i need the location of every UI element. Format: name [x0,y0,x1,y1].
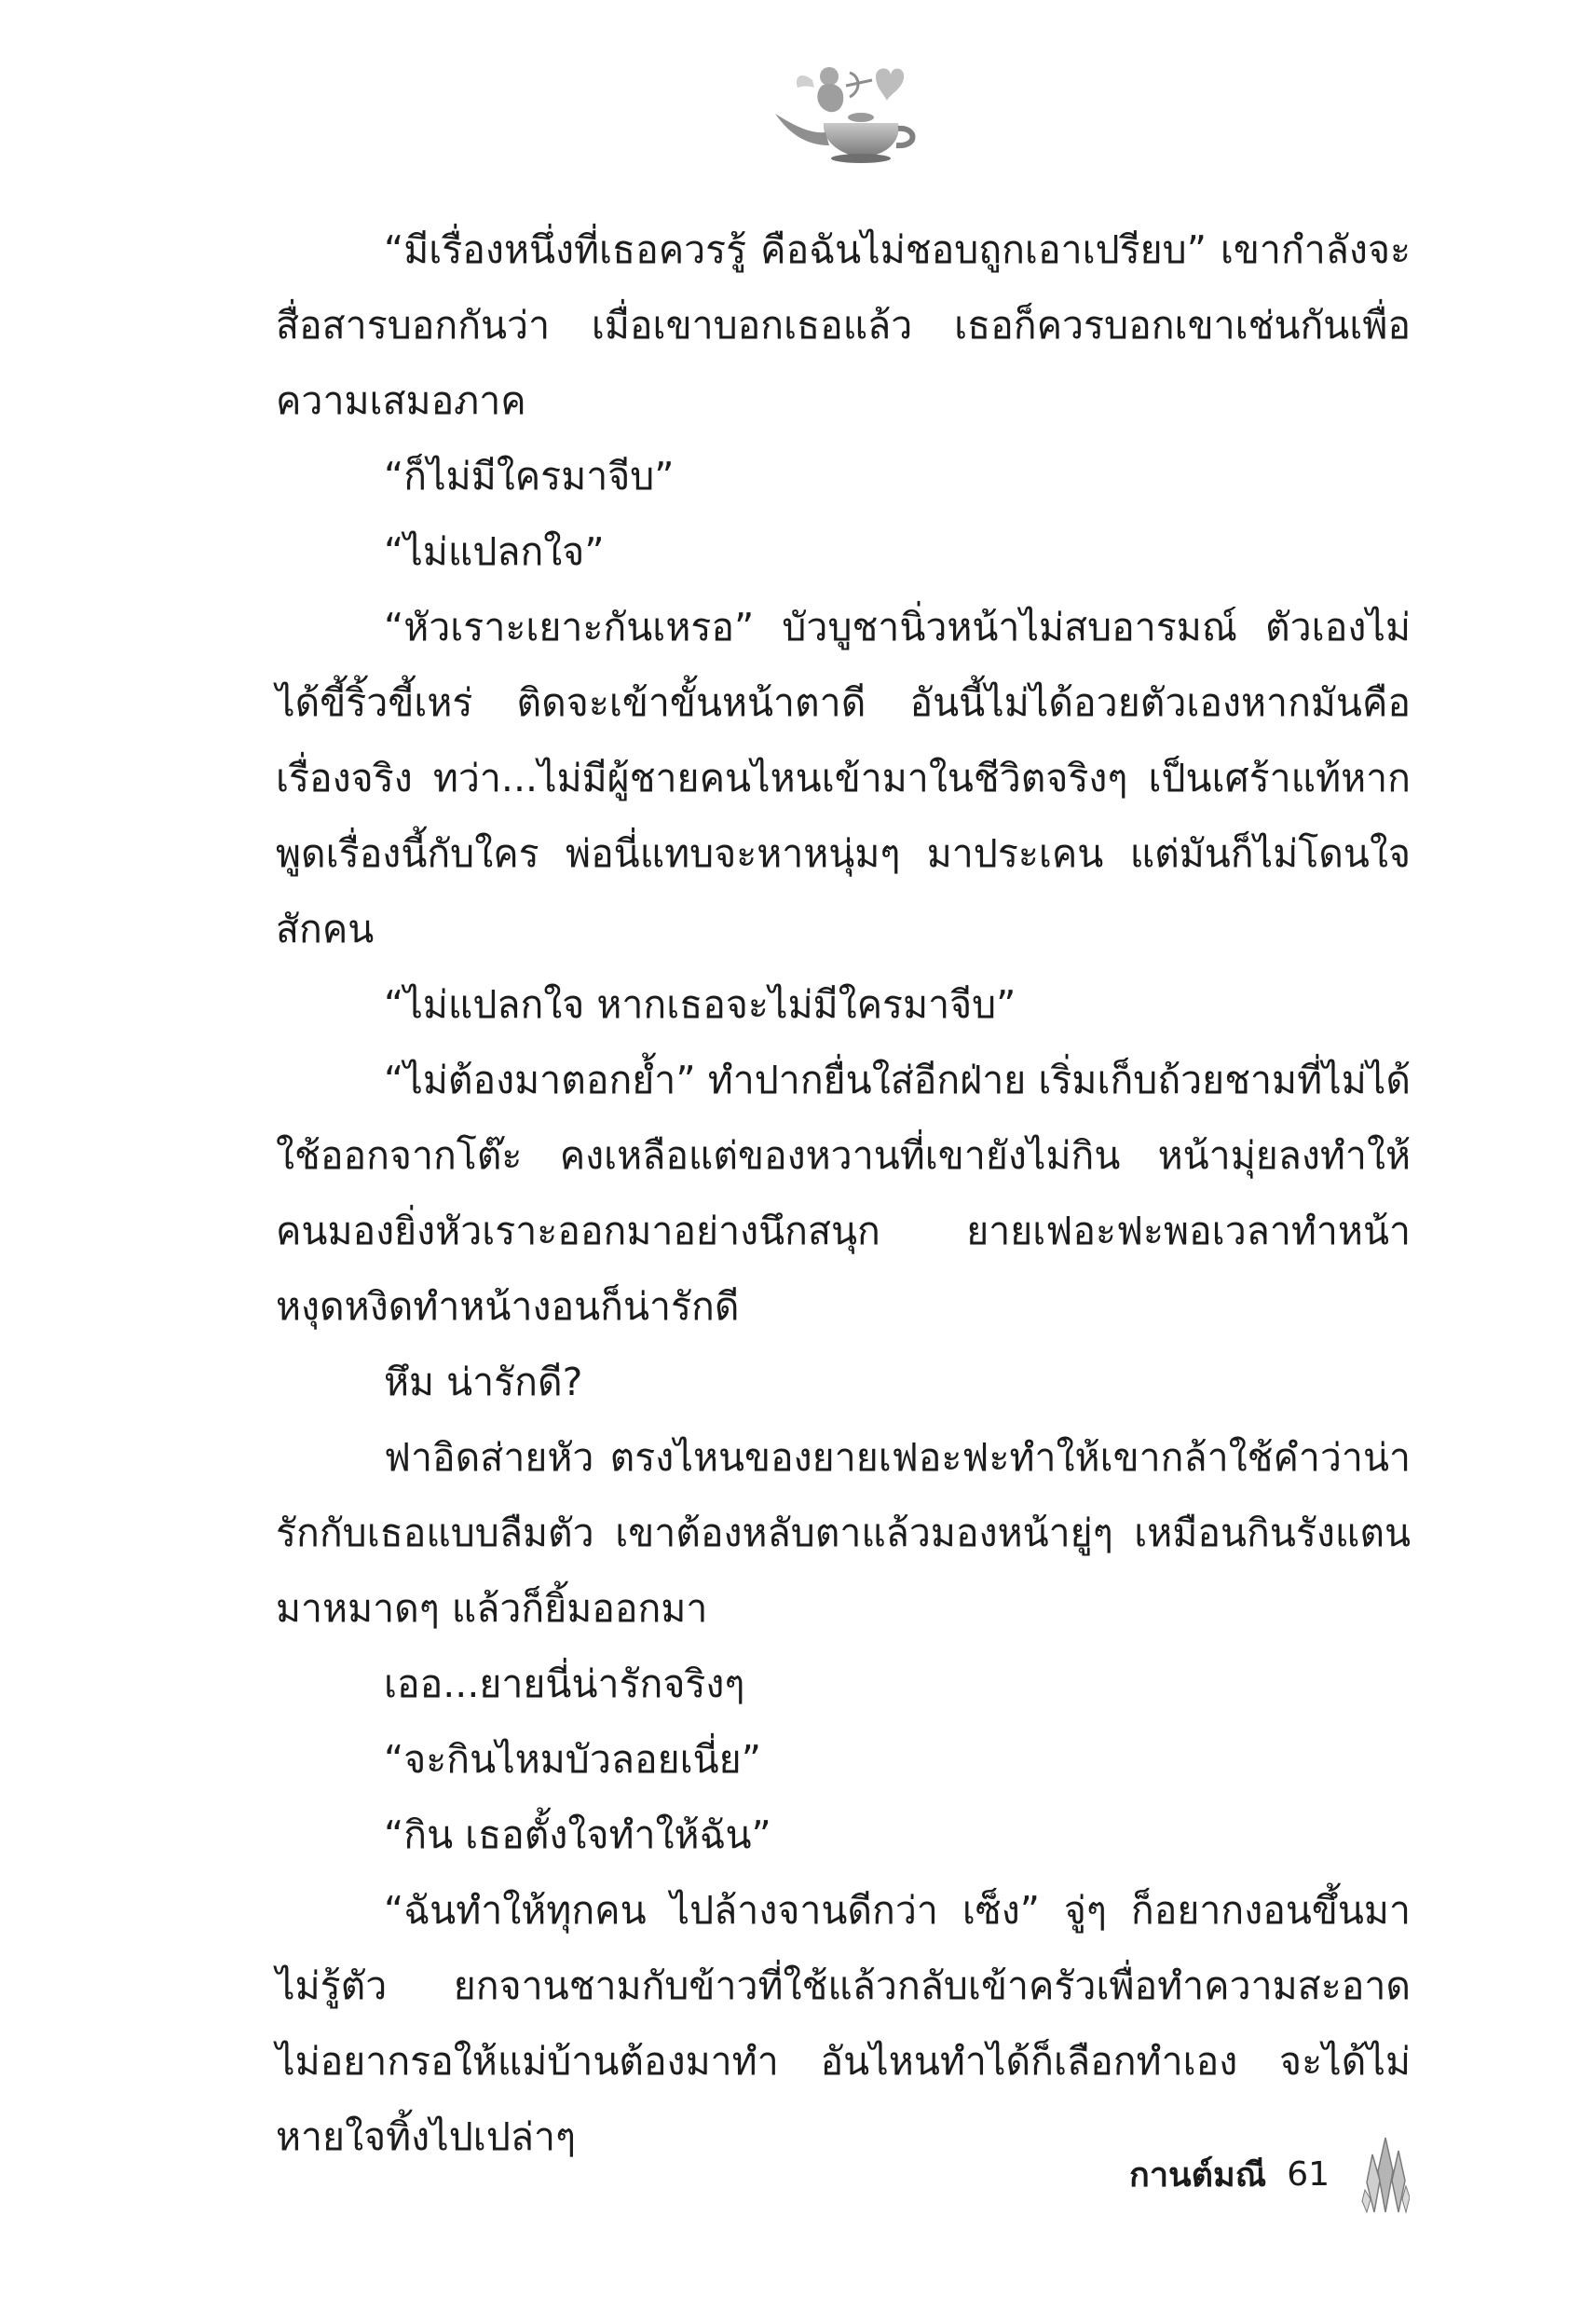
page-number: 61 [1287,2154,1330,2194]
paragraph: “มีเรื่องหนึ่งที่เธอควรรู้ คือฉันไม่ชอบถูกเอาเปรียบ” เขากำลังจะสื่อสารบอกกันว่า เมื่อเขาบอกเธอแล้ว เธอก็ควรบอกเขาเช่นกันเพื่อความเสมอภาค [276,227,1411,423]
running-title: กานต์มณี [1129,2155,1267,2195]
paragraph: “ฉันทำให้ทุกคน ไปล้างจานดีกว่า เซ็ง” จู่ๆ ก็อยากงอนขึ้นมาไม่รู้ตัว ยกจานชามกับข้าวที่ใช้แล้วกลับเข้าครัวเพื่อทำความสะอาด ไม่อยากรอให้แม่บ้านต้องมาทำ อันไหนทำได้ก็เลือกทำเอง จะได้ไม่หายใจทิ้งไปเปล่าๆ [276,1888,1411,2159]
paragraph: เออ...ยายนี่น่ารักจริงๆ [384,1661,745,1706]
paragraph: “หัวเราะเยาะกันเหรอ” บัวบูชานิ่วหน้าไม่สบอารมณ์ ตัวเองไม่ได้ขี้ริ้วขี้เหร่ ติดจะเข้าขั้นหน้าตาดี อันนี้ไม่ได้อวยตัวเองหากมันคือเรื่องจริง ทว่า...ไม่มีผู้ชายคนไหนเข้ามาในชีวิตจริงๆ เป็นเศร้าแท้หากพูดเรื่องนี้กับใคร พ่อนี่แทบจะหาหนุ่มๆ มาประเคน แต่มันก็ไม่โดนใจสักคน [276,605,1411,951]
paragraph: “ไม่แปลกใจ” [384,529,605,574]
paragraph: หึม น่ารักดี? [384,1360,583,1404]
paragraph: ฟาอิดส่ายหัว ตรงไหนของยายเฟอะฟะทำให้เขากล้าใช้คำว่าน่ารักกับเธอแบบลืมตัว เขาต้องหลับตาแล้วมองหน้ายู่ๆ เหมือนกินรังแตนมาหมาดๆ แล้วก็ยิ้มออกมา [276,1435,1411,1631]
crystal-cluster-icon [1361,2134,1410,2214]
paragraph: “ก็ไม่มีใครมาจีบ” [384,454,675,499]
paragraph: “กิน เธอตั้งใจทำให้ฉัน” [384,1812,771,1857]
cupid-teapot-icon [757,48,924,170]
paragraph: “ไม่ต้องมาตอกย้ำ” ทำปากยื่นใส่อีกฝ่าย เริ่มเก็บถ้วยชามที่ไม่ได้ใช้ออกจากโต๊ะ คงเหลือแต่ของหวานที่เขายังไม่กิน หน้ามุ่ยลงทำให้คนมองยิ่งหัวเราะออกมาอย่างนึกสนุก ยายเฟอะฟะพอเวลาทำหน้าหงุดหงิดทำหน้างอนก็น่ารักดี [276,1058,1411,1329]
page-footer [1129,2132,1410,2216]
paragraph: “จะกินไหมบัวลอยเนี่ย” [384,1737,761,1782]
body-text [276,212,1411,2175]
paragraph: “ไม่แปลกใจ หากเธอจะไม่มีใครมาจีบ” [384,982,1016,1027]
